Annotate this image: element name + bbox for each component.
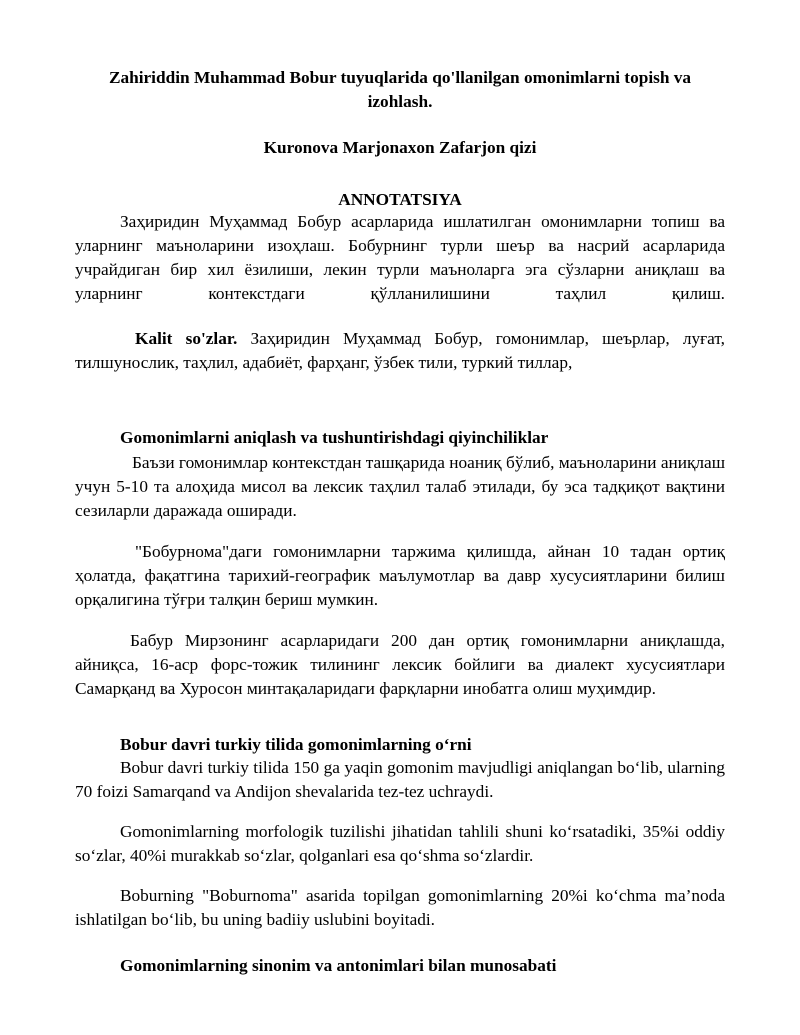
section-heading: Bobur davri turkiy tilida gomonimlarning o‘rni [120,735,472,754]
paragraph: Bobur davri turkiy tilida 150 ga yaqin gomonim mavjudligi aniqlangan bo‘lib, ularning 70 foizi Samarqand va Andijon shevalarida tez-tez uchraydi. [75,758,725,801]
section-heading: Gomonimlarning sinonim va antonimlari bilan munosabati [120,956,557,975]
paragraph: Бабур Мирзонинг асарларидаги 200 дан ортиқ гомонимларни аниқлашда, айниқса, 16-аср форс-тожик тилининг лексик бойлиги ва диалект хусусиятлари Самарқанд ва Хуросон минтақаларидаги фарқларни инобатга олиш муҳимдир. [75,631,725,698]
section-heading: Gomonimlarni aniqlash va tushuntirishdagi qiyinchiliklar [120,428,549,447]
paragraph: "Бобурнома"даги гомонимларни таржима қилишда, айнан 10 тадан ортиқ ҳолатда, фақатгина тарихий-географик маълумотлар ва давр хусусиятларини билиш орқалигина тўғри талқин бериш мумкин. [75,542,725,609]
annotation-heading: ANNOTATSIYA [338,190,462,209]
annotation-text: Заҳиридин Муҳаммад Бобур асарларида ишлатилган омонимларни топиш ва уларнинг маъноларини изоҳлаш. Бобурнинг турли шеър ва насрий асарларида учрайдиган бир хил ёзилиши, лекин турли маъноларга эга сўзларни аниқлаш ва уларнинг контекстдаги қўлланилишини таҳлил қилиш. [75,212,725,303]
document-title: Zahiriddin Muhammad Bobur tuyuqlarida qo'llanilgan omonimlarni topish va izohlash. [108,68,692,111]
paragraph: Boburning "Boburnoma" asarida topilgan gomonimlarning 20%i ko‘chma ma’noda ishlatilgan bo‘lib, bu uning badiiy uslubini boyitadi. [75,886,725,929]
keywords-paragraph [75,327,725,375]
keywords-text: Заҳиридин Муҳаммад Бобур, гомонимлар, шеърлар, луғат, тилшунослик, таҳлил, адабиёт, фарҳанг, ўзбек тили, туркий тиллар, [75,329,725,372]
keywords-label: Kalit so'zlar. [135,329,238,348]
paragraph: Gomonimlarning morfologik tuzilishi jihatidan tahlili shuni ko‘rsatadiki, 35%i oddiy so‘zlar, 40%i murakkab so‘zlar, qolganlari esa qo‘shma so‘zlardir. [75,822,725,865]
paragraph: Баъзи гомонимлар контекстдан ташқарида ноаниқ бўлиб, маъноларини аниқлаш учун 5-10 та алоҳида мисол ва лексик таҳлил талаб этилади, бу эса тадқиқот вақтини сезиларли даражада оширади. [75,453,726,520]
author-name: Kuronova Marjonaxon Zafarjon qizi [263,138,537,157]
